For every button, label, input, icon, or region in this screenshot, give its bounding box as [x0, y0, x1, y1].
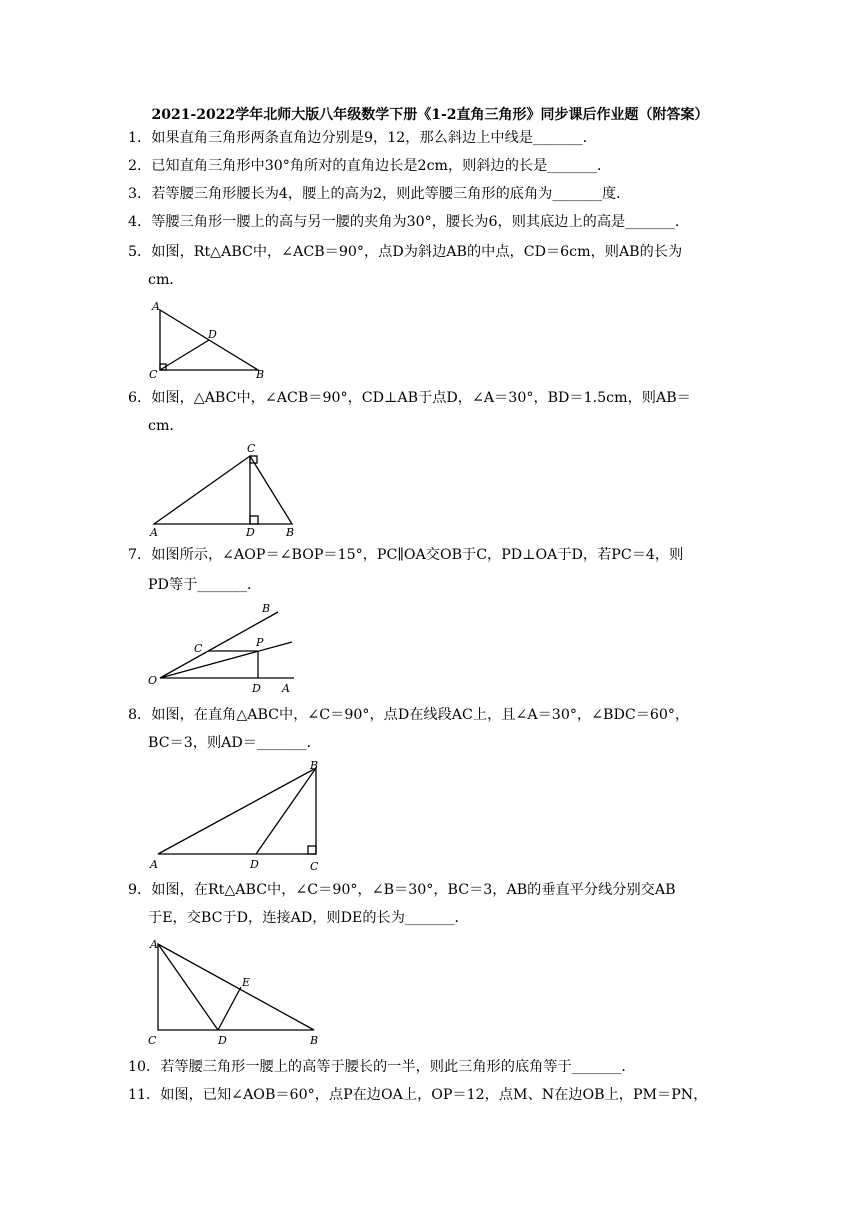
- fig5-label-b: B: [256, 368, 265, 381]
- fig8-label-a: A: [150, 858, 158, 871]
- question-3: 3．若等腰三角形腰长为4，腰上的高为2，则此等腰三角形的底角为_______度．: [128, 186, 631, 202]
- question-10: 10．若等腰三角形一腰上的高等于腰长的一半，则此三角形的底角等于_______．: [128, 1059, 636, 1075]
- page-title: 2021-2022学年北师大版八年级数学下册《1-2直角三角形》同步课后作业题（附答案）: [151, 107, 709, 123]
- fig8-label-b: B: [310, 759, 319, 772]
- figure-q9: [144, 934, 334, 1048]
- question-7: 7．如图所示，∠AOP＝∠BOP＝15°，PC∥OA交OB于C，PD⊥OA于D，若PC＝4，则: [128, 547, 684, 563]
- question-8: 8．如图，在直角△ABC中，∠C＝90°，点D在线段AC上，且∠A＝30°，∠BDC＝60°，: [128, 707, 690, 723]
- fig6-label-c: C: [247, 442, 256, 455]
- question-8-cont: BC＝3，则AD＝_______．: [148, 735, 321, 751]
- question-5-cont: cm．: [148, 272, 184, 288]
- question-11: 11．如图，已知∠AOB＝60°，点P在边OA上，OP＝12，点M、N在边OB上，PM＝PN，: [128, 1087, 708, 1103]
- fig9-label-a: A: [150, 938, 158, 951]
- question-9-cont: 于E，交BC于D，连接AD，则DE的长为_______．: [148, 910, 469, 926]
- fig7-label-b: B: [262, 602, 271, 615]
- fig6-label-a: A: [150, 526, 158, 539]
- fig9-label-e: E: [242, 976, 251, 989]
- fig9-label-d: D: [218, 1034, 227, 1047]
- figure-q7: [144, 598, 304, 698]
- fig8-label-d: D: [250, 858, 259, 871]
- fig5-label-a: A: [152, 300, 160, 313]
- question-7-cont: PD等于_______．: [148, 577, 262, 593]
- figure-q6: [144, 440, 304, 540]
- question-5: 5．如图，Rt△ABC中，∠ACB＝90°，点D为斜边AB的中点，CD＝6cm，则AB的长为: [128, 244, 683, 260]
- fig5-label-d: D: [208, 328, 217, 341]
- fig9-label-c: C: [148, 1034, 157, 1047]
- figure-q8: [144, 756, 334, 874]
- question-2: 2．已知直角三角形中30°角所对的直角边长是2cm，则斜边的长是_______．: [128, 158, 612, 174]
- figure-q5: [144, 298, 274, 384]
- fig7-label-c: C: [194, 642, 203, 655]
- fig5-label-c: C: [149, 368, 158, 381]
- fig9-label-b: B: [310, 1034, 319, 1047]
- fig7-label-d: D: [252, 682, 261, 695]
- fig6-label-d: D: [246, 526, 255, 539]
- fig7-label-a: A: [282, 682, 290, 695]
- fig8-label-c: C: [310, 860, 319, 873]
- question-1: 1．如果直角三角形两条直角边分别是9，12，那么斜边上中线是_______．: [128, 130, 597, 146]
- question-6: 6．如图，△ABC中，∠ACB＝90°，CD⊥AB于点D，∠A＝30°，BD＝1.5cm，则AB＝: [128, 390, 691, 406]
- question-9: 9．如图，在Rt△ABC中，∠C＝90°，∠B＝30°，BC＝3，AB的垂直平分线分别交AB: [128, 882, 676, 898]
- question-6-cont: cm．: [148, 418, 184, 434]
- question-4: 4．等腰三角形一腰上的高与另一腰的夹角为30°，腰长为6，则其底边上的高是_______．: [128, 214, 690, 230]
- fig7-label-p: P: [256, 636, 264, 649]
- fig6-label-b: B: [286, 526, 295, 539]
- fig7-label-o: O: [148, 674, 158, 687]
